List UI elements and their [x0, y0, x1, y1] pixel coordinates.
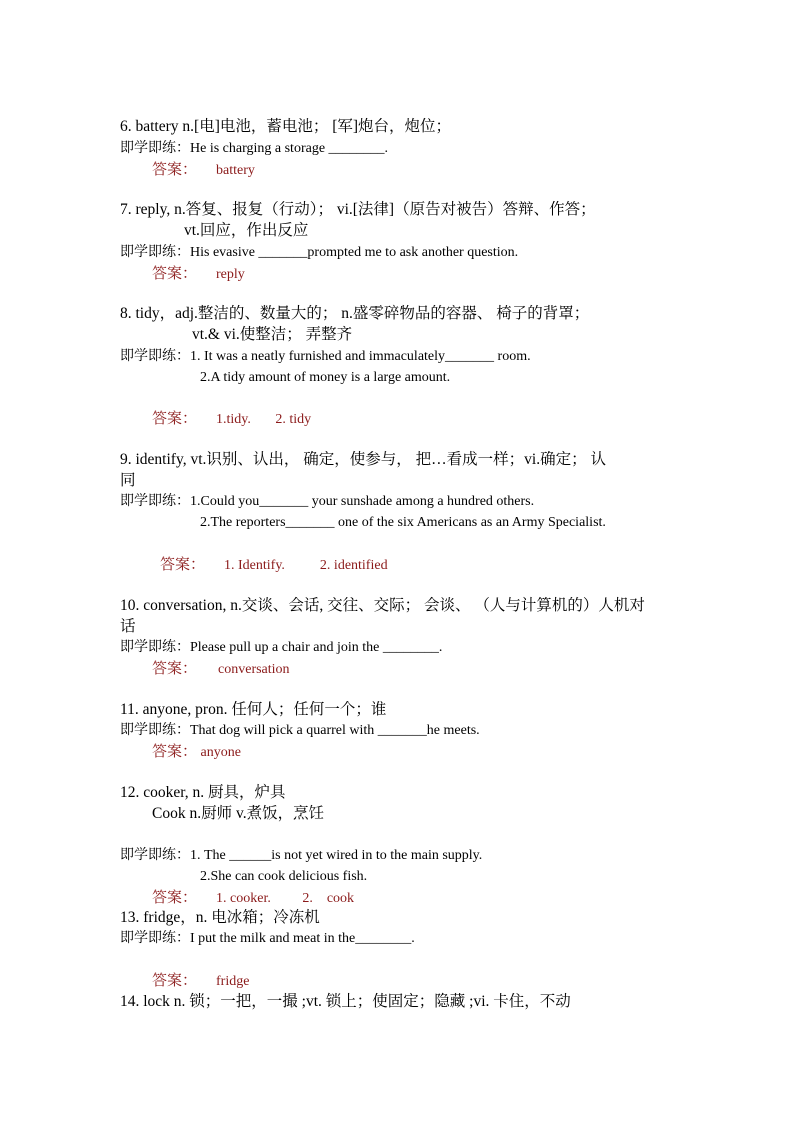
- entry-12-practice-2: 2.She can cook delicious fish.: [200, 869, 368, 884]
- entry-6-head: 6. battery n.[电]电池，蓄电池； [军]炮台，炮位；: [120, 118, 452, 135]
- entry-6-answer: [152, 161, 255, 180]
- entry-12-head2: Cook n.厨师 v.煮饭，烹饪: [152, 805, 325, 822]
- entry-7-answer: [152, 265, 245, 284]
- entry-9-practice-1: 即学即练：1.Could you_______ your sunshade among a hundred others.: [120, 494, 535, 509]
- entry-7-head2: vt.回应，作出反应: [184, 222, 309, 239]
- entry-8-answer: [152, 410, 311, 429]
- entry-6-practice: 即学即练：He is charging a storage ________.: [120, 141, 389, 156]
- entry-9-practice-2: 2.The reporters_______ one of the six Americans as an Army Specialist.: [200, 515, 606, 530]
- entry-14-head: 14. lock n. 锁；一把，一撮 ;vt. 锁上；使固定；隐藏 ;vi. 卡住，不动: [120, 993, 571, 1010]
- entry-8-practice-2: 2.A tidy amount of money is a large amount.: [200, 370, 451, 385]
- answer-text: battery: [216, 163, 255, 178]
- entry-8-head2: vt.& vi.使整洁； 弄整齐: [192, 326, 353, 343]
- answer-text: conversation: [218, 662, 290, 677]
- entry-8-practice-1: 即学即练：1. It was a neatly furnished and immaculately_______ room.: [120, 349, 531, 364]
- entry-7-practice: 即学即练：His evasive _______prompted me to ask another question.: [120, 245, 519, 260]
- entry-11-answer: [152, 743, 241, 762]
- answer-text: 1. cooker. 2. cook: [216, 891, 355, 906]
- answer-label: 答案：: [152, 162, 198, 178]
- entry-9-head-wrap: 同: [120, 472, 136, 489]
- answer-label: 答案：: [152, 973, 198, 989]
- answer-text: 1.tidy. 2. tidy: [216, 412, 312, 427]
- entry-13-answer: [152, 972, 249, 991]
- answer-label: 答案：: [152, 890, 198, 906]
- answer-label: 答案：: [152, 266, 198, 282]
- entry-8-head: 8. tidy，adj.整洁的、数量大的； n.盛零碎物品的容器、 椅子的背罩；: [120, 305, 590, 322]
- answer-label: 答案：: [160, 557, 206, 573]
- answer-text: anyone: [200, 745, 241, 760]
- entry-10-practice: 即学即练：Please pull up a chair and join the ________.: [120, 640, 443, 655]
- answer-text: fridge: [216, 974, 250, 989]
- entry-13-head: 13. fridge，n. 电冰箱；冷冻机: [120, 909, 320, 926]
- entry-12-answer: [152, 889, 354, 908]
- answer-label: 答案：: [152, 411, 198, 427]
- entry-11-practice: 即学即练：That dog will pick a quarrel with _______he meets.: [120, 723, 480, 738]
- entry-12-practice-1: 即学即练：1. The ______is not yet wired in to the main supply.: [120, 848, 483, 863]
- entry-11-head: 11. anyone, pron. 任何人；任何一个；谁: [120, 701, 387, 718]
- answer-label: 答案：: [152, 744, 198, 760]
- answer-text: reply: [216, 267, 245, 282]
- entry-10-head: 10. conversation, n.交谈、会话, 交往、交际； 会谈、 （人与计算机的）人机对: [120, 597, 645, 614]
- entry-9-answer: [160, 556, 388, 575]
- entry-10-head-wrap: 话: [120, 618, 136, 635]
- entry-10-answer: [152, 660, 290, 679]
- entry-12-head: 12. cooker, n. 厨具，炉具: [120, 784, 286, 801]
- entry-9-head: 9. identify, vt.识别、认出， 确定，使参与， 把…看成一样；vi.确定； 认: [120, 451, 606, 468]
- answer-label: 答案：: [152, 661, 198, 677]
- answer-text: 1. Identify. 2. identified: [224, 558, 388, 573]
- entry-13-practice: 即学即练：I put the milk and meat in the________.: [120, 931, 415, 946]
- entry-7-head: 7. reply, n.答复、报复（行动）； vi.[法律]（原告对被告）答辩、作答；: [120, 201, 596, 218]
